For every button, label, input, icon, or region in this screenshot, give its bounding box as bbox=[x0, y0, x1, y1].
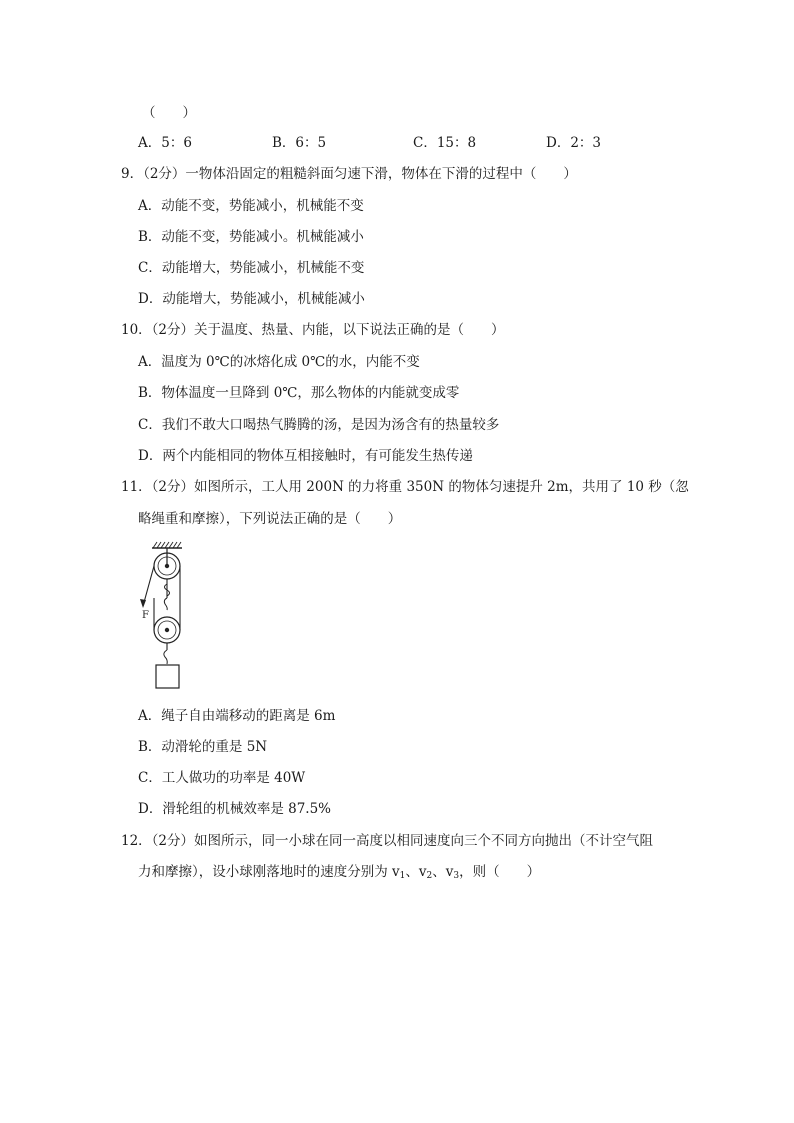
question-10-option-c[interactable]: C．我们不敢大口喝热气腾腾的汤，是因为汤含有的热量较多 bbox=[138, 417, 500, 433]
question-9-option-a[interactable]: A．动能不变，势能减小，机械能不变 bbox=[138, 198, 364, 214]
option-c[interactable]: C．15：8 bbox=[413, 135, 477, 151]
question-11-option-d[interactable]: D．滑轮组的机械效率是 87.5% bbox=[138, 801, 332, 817]
question-11-option-c[interactable]: C．工人做功的功率是 40W bbox=[138, 770, 306, 786]
question-12-stem-line-2 bbox=[138, 863, 540, 885]
question-10-stem: 10．（2分）关于温度、热量、内能，以下说法正确的是（ ） bbox=[121, 322, 505, 338]
question-12-text-a: 力和摩擦），设小球刚落地时的速度分别为 v bbox=[138, 864, 400, 880]
arrow-down-icon bbox=[140, 599, 146, 608]
question-11-option-a[interactable]: A．绳子自由端移动的距离是 6m bbox=[138, 708, 336, 724]
separator-1: 、v bbox=[405, 864, 427, 880]
prev-question-bracket: （ ） bbox=[142, 105, 196, 121]
ceiling-hatch bbox=[153, 542, 181, 548]
question-9-option-b[interactable]: B．动能不变，势能减小。机械能减小 bbox=[138, 229, 364, 245]
option-a[interactable]: A．5：6 bbox=[138, 135, 192, 151]
question-12-stem-line-1: 12．（2分）如图所示，同一小球在同一高度以相同速度向三个不同方向抛出（不计空气阻 bbox=[121, 833, 654, 849]
question-12-text-b: ，则（ ） bbox=[459, 864, 541, 880]
option-b[interactable]: B．6：5 bbox=[272, 135, 327, 151]
force-label-f: F bbox=[142, 610, 149, 621]
subscript-3: 3 bbox=[453, 871, 460, 881]
load-block bbox=[156, 665, 179, 688]
prev-question-options bbox=[138, 134, 638, 152]
question-9-option-d[interactable]: D．动能增大，势能减小，机械能减小 bbox=[138, 291, 365, 307]
separator-2: 、v bbox=[432, 864, 454, 880]
question-11-stem-line-1: 11．（2分）如图所示，工人用 200N 的力将重 350N 的物体匀速提升 2m，共用了 10 秒（忽 bbox=[121, 479, 689, 495]
question-11-stem-line-2: 略绳重和摩擦），下列说法正确的是（ ） bbox=[138, 511, 402, 527]
question-11-option-b[interactable]: B．动滑轮的重是 5N bbox=[138, 739, 268, 755]
question-9-stem: 9．（2分）一物体沿固定的粗糙斜面匀速下滑，物体在下滑的过程中（ ） bbox=[121, 166, 577, 182]
question-10-option-b[interactable]: B．物体温度一旦降到 0℃，那么物体的内能就变成零 bbox=[138, 385, 460, 401]
option-d[interactable]: D．2：3 bbox=[546, 135, 602, 151]
question-10-option-d[interactable]: D．两个内能相同的物体互相接触时，有可能发生热传递 bbox=[138, 448, 473, 464]
question-10-option-a[interactable]: A．温度为 0℃的冰熔化成 0℃的水，内能不变 bbox=[138, 354, 420, 370]
question-9-option-c[interactable]: C．动能增大，势能减小，机械能不变 bbox=[138, 260, 365, 276]
pulley-system-figure bbox=[130, 538, 220, 698]
subscript-1: 1 bbox=[399, 871, 406, 881]
subscript-2: 2 bbox=[426, 871, 433, 881]
